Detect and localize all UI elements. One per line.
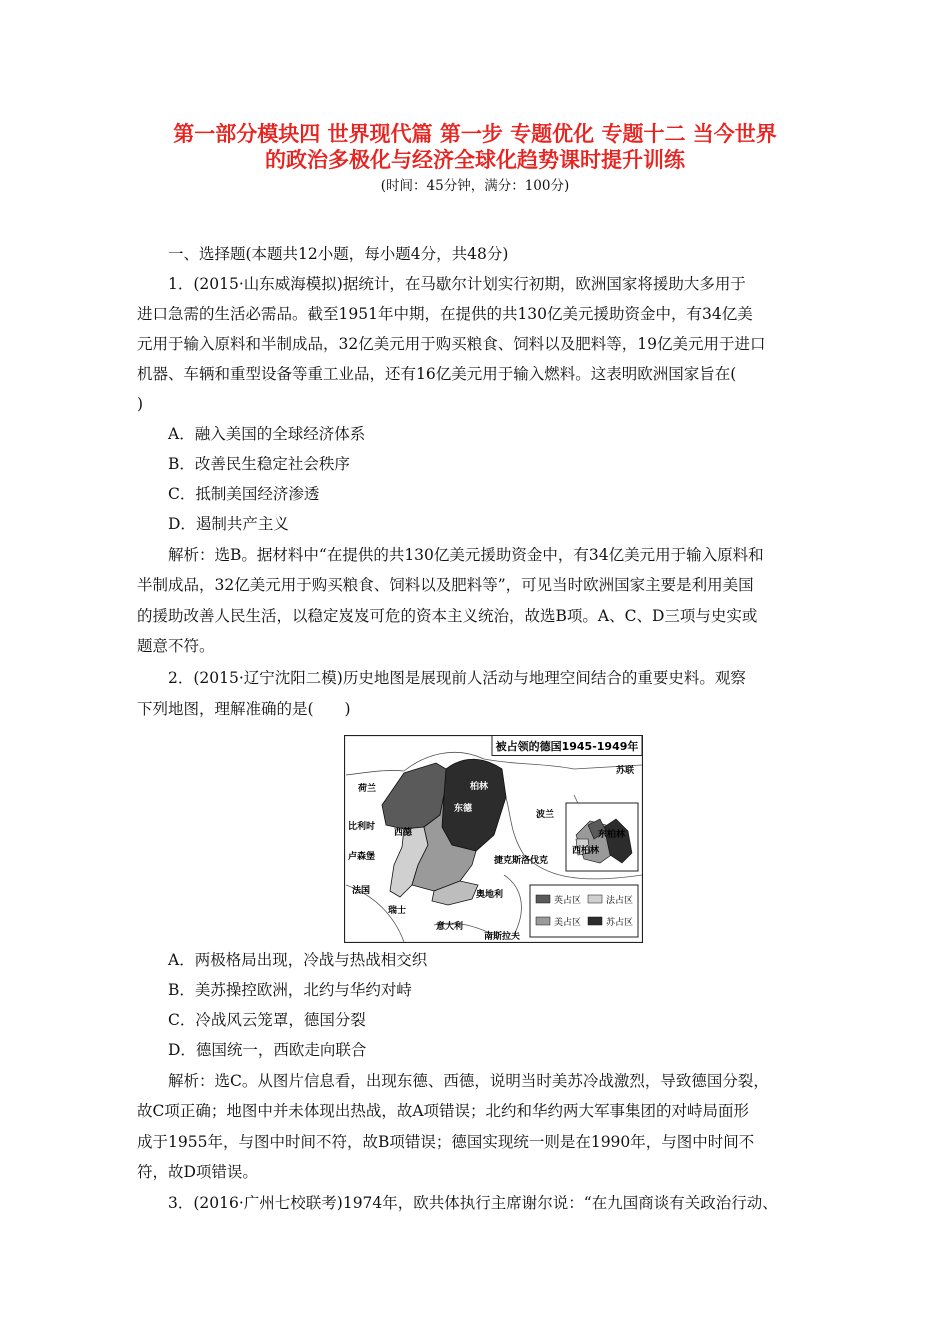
map-label-bolin: 柏林 xyxy=(470,782,489,792)
legend-label-uk: 英占区 xyxy=(554,896,582,906)
q1-option-b: B．改善民生稳定社会秩序 xyxy=(168,455,350,473)
q1-option-a: A．融入美国的全球经济体系 xyxy=(168,425,366,443)
q1-stem-line: 元用于输入原料和半制成品，32亿美元用于购买粮食、饲料以及肥料等，19亿美元用于进口 xyxy=(137,335,766,353)
q3-stem-line: 3．(2016·广州七校联考)1974年，欧共体执行主席谢尔说：“在九国商谈有关政治行动、 xyxy=(168,1194,778,1212)
map-label-yidali: 意大利 xyxy=(436,922,464,932)
map-label-lusenbao: 卢森堡 xyxy=(348,852,376,862)
q2-option-b: B．美苏操控欧洲，北约与华约对峙 xyxy=(168,981,412,999)
map-label-aodili: 奥地利 xyxy=(476,890,504,900)
q2-analysis-line: 故C项正确；地图中并未体现出热战，故A项错误；北约和华约两大军事集团的对峙局面形 xyxy=(137,1102,750,1120)
q2-analysis-line: 成于1955年，与图中时间不符，故B项错误；德国实现统一则是在1990年，与图中时间不 xyxy=(137,1133,755,1151)
occupied-germany-map xyxy=(344,735,643,943)
map-label-dongde: 东德 xyxy=(454,804,473,814)
map-label-bilishi: 比利时 xyxy=(348,822,376,832)
map-label-ruishi: 瑞士 xyxy=(388,906,407,916)
q2-option-c: C．冷战风云笼罩，德国分裂 xyxy=(168,1011,366,1029)
q2-analysis-line: 解析：选C。从图片信息看，出现东德、西德，说明当时美苏冷战激烈，导致德国分裂， xyxy=(168,1072,769,1090)
map-label-jieke: 捷克斯洛伐克 xyxy=(494,856,549,866)
map-label-xide: 西德 xyxy=(394,828,413,838)
legend-swatch-fr xyxy=(588,895,602,903)
q2-option-d: D．德国统一，西欧走向联合 xyxy=(168,1041,367,1059)
legend-label-fr: 法占区 xyxy=(606,896,634,906)
q1-option-d: D．遏制共产主义 xyxy=(168,515,289,533)
time-score-note: (时间：45分钟，满分：100分) xyxy=(380,178,570,194)
q1-stem-line: 机器、车辆和重型设备等重工业品，还有16亿美元用于输入燃料。这表明欧洲国家旨在( xyxy=(137,365,737,383)
q1-stem-line: 1．(2015·山东威海模拟)据统计，在马歇尔计划实行初期，欧洲国家将援助大多用于 xyxy=(168,275,746,293)
q2-analysis-line: 符，故D项错误。 xyxy=(137,1163,258,1181)
legend-label-us: 美占区 xyxy=(554,918,582,928)
q1-analysis-line: 的援助改善人民生活，以稳定岌岌可危的资本主义统治，故选B项。A、C、D三项与史实或 xyxy=(137,607,758,625)
map-label-nansilafu: 南斯拉夫 xyxy=(484,932,521,942)
legend-swatch-us xyxy=(536,917,550,925)
legend-swatch-su xyxy=(588,917,602,925)
map-label-xibolin: 西柏林 xyxy=(572,846,600,856)
q1-analysis-line: 半制成品，32亿美元用于购买粮食、饲料以及肥料等”，可见当时欧洲国家主要是利用美国 xyxy=(137,576,754,594)
map-title: 被占领的德国1945-1949年 xyxy=(495,740,639,753)
q2-stem-line: 2．(2015·辽宁沈阳二模)历史地图是展现前人活动与地理空间结合的重要史料。观察 xyxy=(168,669,746,687)
map-label-faguo: 法国 xyxy=(352,886,371,896)
q2-option-a: A．两极格局出现，冷战与热战相交织 xyxy=(168,951,428,969)
q1-stem-line: 进口急需的生活必需品。截至1951年中期，在提供的共130亿美元援助资金中，有34亿美 xyxy=(137,305,753,323)
section-heading: 一、选择题(本题共12小题，每小题4分，共48分) xyxy=(168,245,509,263)
map-label-bolan: 波兰 xyxy=(536,810,555,820)
q1-stem-line: ) xyxy=(137,395,144,413)
map-label-sulian: 苏联 xyxy=(616,766,635,776)
map-label-dongbolin: 东柏林 xyxy=(598,830,626,840)
q1-option-c: C．抵制美国经济渗透 xyxy=(168,485,320,503)
q1-analysis-line: 题意不符。 xyxy=(137,637,215,655)
q1-analysis-line: 解析：选B。据材料中“在提供的共130亿美元援助资金中，有34亿美元用于输入原料和 xyxy=(168,546,764,564)
q2-stem-line: 下列地图，理解准确的是( ) xyxy=(137,700,351,718)
legend-swatch-uk xyxy=(536,895,550,903)
page-title-line-1: 第一部分模块四 世界现代篇 第一步 专题优化 专题十二 当今世界 xyxy=(173,121,777,146)
legend-label-su: 苏占区 xyxy=(606,918,634,928)
map-label-helan: 荷兰 xyxy=(358,784,377,794)
page-title-line-2: 的政治多极化与经济全球化趋势课时提升训练 xyxy=(265,147,685,172)
